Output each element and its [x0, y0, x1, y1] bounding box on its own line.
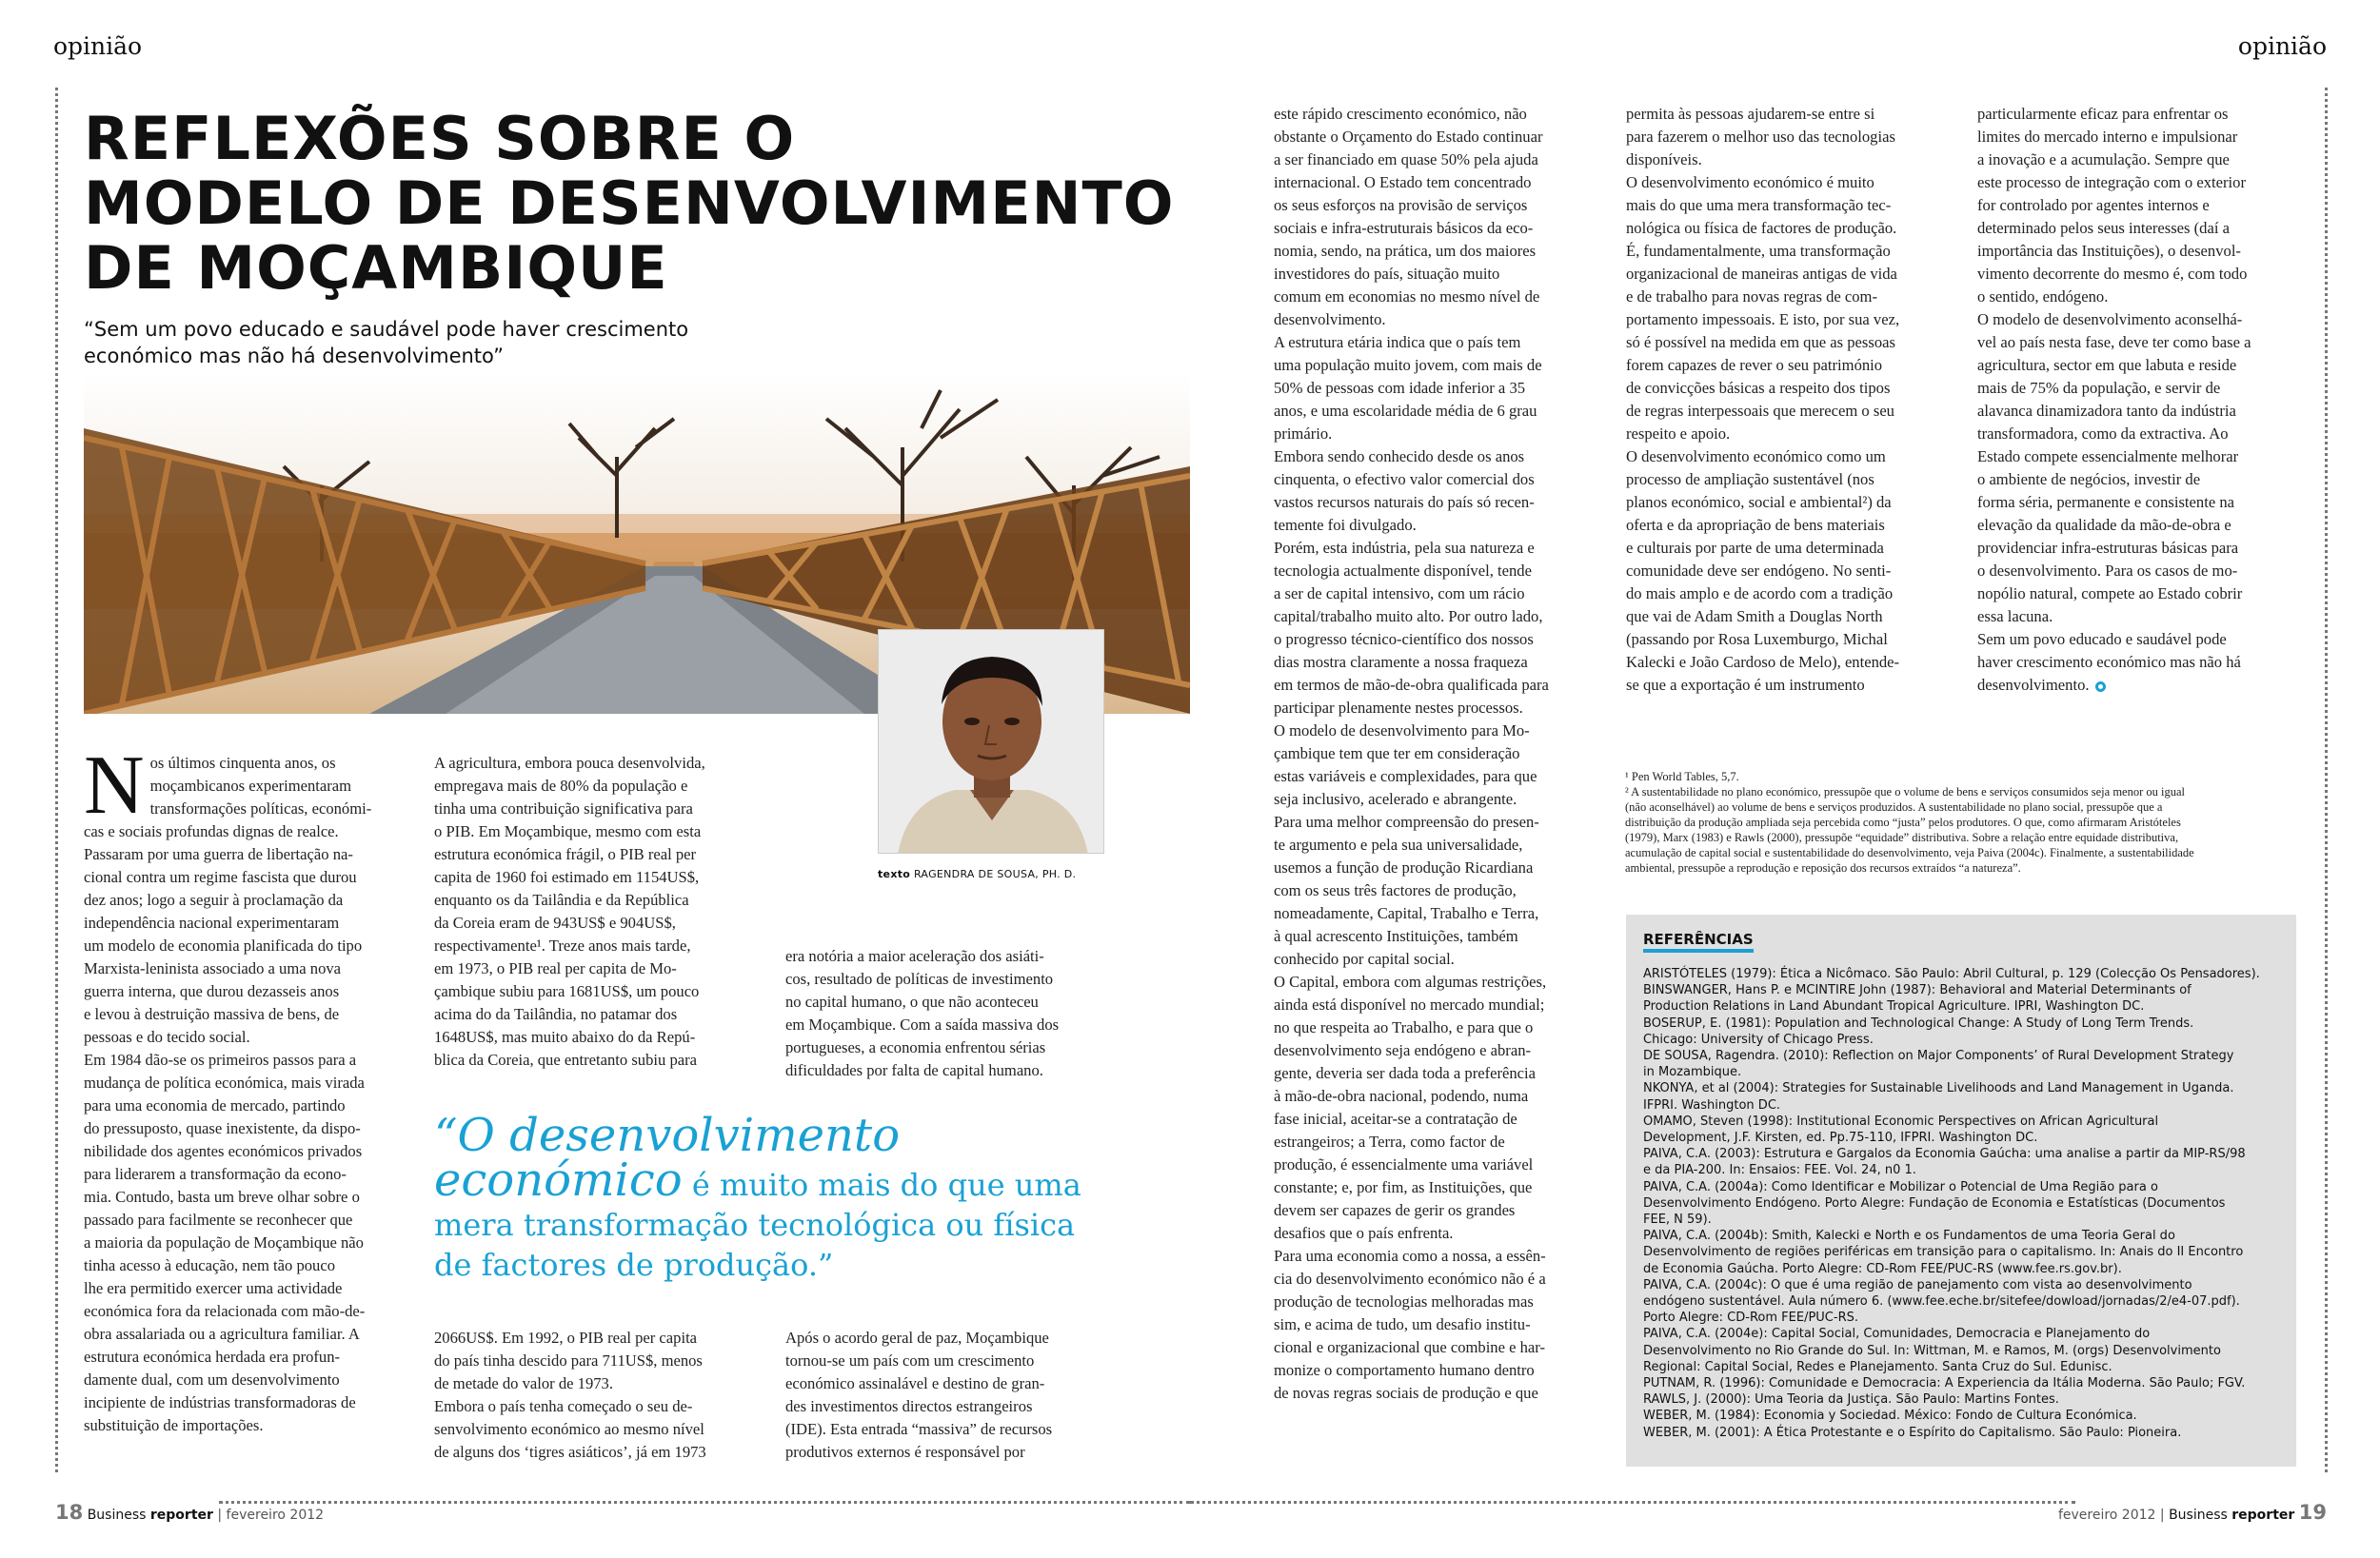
body-line: desenvolvimento.: [1274, 310, 1386, 328]
body-line: portugueses, a economia enfrentou sérias: [785, 1038, 1046, 1056]
reference-line: PUTNAM, R. (1996): Comunidade e Democracia: A Experiencia da Itália Moderna. São Paulo; FGV.: [1643, 1376, 2246, 1391]
body-line: para fazerem o melhor uso das tecnologias: [1626, 128, 1895, 146]
body-line: usemos a função de produção Ricardiana: [1274, 858, 1534, 877]
body-line: de alguns dos ‘tigres asiáticos’, já em 1973: [434, 1443, 706, 1461]
body-line: produtivos externos é responsável por: [785, 1443, 1025, 1461]
body-line: Para uma economia como a nossa, a essên-: [1274, 1247, 1546, 1265]
body-line: sim, e acima de tudo, um desafio institu-: [1274, 1315, 1531, 1333]
body-line: para liderarem a transformação da econo-: [84, 1165, 347, 1183]
article-subtitle: [84, 316, 731, 369]
body-line: Kalecki e João Cardoso de Melo), entende-: [1626, 653, 1900, 671]
body-column-2-top: [434, 752, 758, 1072]
body-line: tecnologia actualmente disponível, tende: [1274, 562, 1532, 580]
body-line: capital/trabalho muito alto. Por outro lado,: [1274, 607, 1543, 625]
body-line: É, fundamentalmente, uma transformação: [1626, 242, 1891, 260]
reference-line: PAIVA, C.A. (2003): Estrutura e Gargalos da Economia Gaúcha: uma analise a partir da MIP-RS/98: [1643, 1147, 2246, 1162]
body-line: vimento decorrente do mesmo é, com todo: [1977, 265, 2248, 283]
body-line: Em 1984 dão-se os primeiros passos para a: [84, 1051, 357, 1069]
body-line: participar plenamente nestes processos.: [1274, 699, 1523, 717]
body-column-2-bottom: [434, 1327, 758, 1464]
body-column-5: [1626, 103, 1950, 697]
body-line: de convicções básicas a respeito dos tipos: [1626, 379, 1891, 397]
body-line: nibilidade dos agentes económicos privados: [84, 1142, 363, 1160]
body-line: Embora sendo conhecido desde os anos: [1274, 447, 1525, 465]
title-line: MODELO DE DESENVOLVIMENTO: [84, 168, 1175, 238]
dotted-rule-left: [55, 88, 58, 1472]
references-title: REFERÊNCIAS: [1643, 931, 1754, 953]
body-line: portamento impessoais. E isto, por sua vez,: [1626, 310, 1900, 328]
title-line: DE MOÇAMBIQUE: [84, 233, 668, 303]
body-line: çambique subiu para 1681US$, um pouco: [434, 982, 700, 1000]
reference-line: IFPRI. Washington DC.: [1643, 1097, 1781, 1113]
body-line: em 1973, o PIB real per capita de Mo-: [434, 959, 677, 977]
body-line: disponíveis.: [1626, 150, 1702, 168]
reference-line: PAIVA, C.A. (2004b): Smith, Kalecki e North e os Fundamentos de uma Teoria Geral do: [1643, 1229, 2175, 1244]
body-line: monize o comportamento humano dentro: [1274, 1361, 1535, 1379]
body-line: de novas regras sociais de produção e que: [1274, 1384, 1538, 1402]
pull-quote-text: é muito mais do que uma mera transformação tecnológica ou física de factores de produção.”: [434, 1167, 1081, 1283]
body-line: senvolvimento económico ao mesmo nível: [434, 1420, 704, 1438]
reference-line: FEE, N 59).: [1643, 1213, 1712, 1228]
body-line: em termos de mão-de-obra qualificada para: [1274, 676, 1549, 694]
body-line: o progresso técnico-científico dos nossos: [1274, 630, 1534, 648]
body-line: nopólio natural, compete ao Estado cobrir: [1977, 584, 2243, 602]
body-line: vel ao país nesta fase, deve ter como base a: [1977, 333, 2251, 351]
body-line: determinado pelos seus interesses (daí a: [1977, 219, 2230, 237]
credit-label: texto: [878, 868, 911, 880]
body-column-3-top: [785, 945, 1109, 1082]
reference-line: OMAMO, Steven (1998): Institutional Economic Perspectives on African Agricultural: [1643, 1114, 2159, 1129]
body-line: O modelo de desenvolvimento para Mo-: [1274, 721, 1530, 740]
author-portrait: [878, 629, 1104, 854]
references-list: [1643, 966, 2279, 1441]
body-line: comunidade deve ser endógeno. No senti-: [1626, 562, 1892, 580]
body-line: mudança de política económica, mais virada: [84, 1074, 365, 1092]
body-line: Após o acordo geral de paz, Moçambique: [785, 1329, 1049, 1347]
body-line: nológica ou física de factores de produção.: [1626, 219, 1897, 237]
body-line: passado para facilmente se reconhecer que: [84, 1211, 353, 1229]
body-line: essa lacuna.: [1977, 607, 2053, 625]
body-line: obra assalariada ou a agricultura familiar. A: [84, 1325, 360, 1343]
reference-line: e da PIA-200. In: Ensaios: FEE. Vol. 24, n0 1.: [1643, 1163, 1916, 1178]
body-line: era notória a maior aceleração dos asiáti-: [785, 947, 1044, 965]
body-line: desenvolvimento seja endógeno e abran-: [1274, 1041, 1532, 1059]
body-line: guerra interna, que durou dezasseis anos: [84, 982, 340, 1000]
body-line: no que respeita ao Trabalho, e para que o: [1274, 1018, 1534, 1036]
reference-line: Chicago: University of Chicago Press.: [1643, 1032, 1874, 1047]
reference-line: ARISTÓTELES (1979): Ética a Nicômaco. São Paulo: Abril Cultural, p. 129 (Colecção Os Pensadores).: [1643, 967, 2260, 981]
body-line: estrutura económica frágil, o PIB real per: [434, 845, 697, 863]
body-line: só é possível na medida em que as pessoas: [1626, 333, 1895, 351]
body-line: elevação da qualidade da mão-de-obra e: [1977, 516, 2231, 534]
body-line: estrutura económica herdada era profun-: [84, 1348, 341, 1366]
body-line: organizacional de maneiras antigas de vida: [1626, 265, 1897, 283]
body-line: desafios que o país enfrenta.: [1274, 1224, 1454, 1242]
reference-line: Porto Alegre: CD-Rom FEE/PUC-RS.: [1643, 1311, 1858, 1326]
body-line: transformações políticas, económi-: [149, 799, 372, 818]
body-line: cional e organizacional que combine e har-: [1274, 1338, 1546, 1356]
body-line: oferta e da apropriação de bens materiais: [1626, 516, 1885, 534]
reference-line: NKONYA, et al (2004): Strategies for Sustainable Livelihoods and Land Management in Uganda.: [1643, 1081, 2234, 1096]
body-line: este rápido crescimento económico, não: [1274, 105, 1527, 123]
dotted-rule-right: [2325, 88, 2328, 1472]
reference-line: BOSERUP, E. (1981): Population and Technological Change: A Study of Long Term Trends.: [1643, 1016, 2194, 1031]
body-line: a inovação e a acumulação. Sempre que: [1977, 150, 2230, 168]
author-credit: [878, 868, 1076, 880]
body-line: A agricultura, embora pouca desenvolvida,: [434, 754, 705, 772]
body-line: estas variáveis e complexidades, para que: [1274, 767, 1537, 785]
body-line: mia. Contudo, basta um breve olhar sobre o: [84, 1188, 360, 1206]
body-line: com os seus três factores de produção,: [1274, 881, 1517, 899]
body-line: O desenvolvimento económico é muito: [1626, 173, 1874, 191]
body-line: investidores do país, situação muito: [1274, 265, 1500, 283]
brand-regular: Business: [87, 1508, 147, 1523]
body-line: lhe era permitido exercer uma actividade: [84, 1279, 343, 1297]
body-line: respectivamente¹. Treze anos mais tarde,: [434, 937, 691, 955]
body-line: (IDE). Esta entrada “massiva” de recursos: [785, 1420, 1053, 1438]
body-line: Passaram por uma guerra de libertação na-: [84, 845, 353, 863]
body-line: O Capital, embora com algumas restrições,: [1274, 973, 1547, 991]
body-line: providenciar infra-estruturas básicas para: [1977, 539, 2239, 557]
title-line: REFLEXÕES SOBRE O: [84, 104, 796, 173]
body-line: à qual acrescento Instituições, também: [1274, 927, 1518, 945]
body-line: o desenvolvimento. Para os casos de mo-: [1977, 562, 2238, 580]
body-line: alavanca dinamizadora tanto da indústria: [1977, 402, 2236, 420]
body-line: sociais e infra-estruturais básicos da eco-: [1274, 219, 1534, 237]
body-line: Marxista-leninista associado a uma nova: [84, 959, 342, 977]
body-column-3-bottom: [785, 1327, 1109, 1464]
body-line: O modelo de desenvolvimento aconselhá-: [1977, 310, 2243, 328]
body-line: de metade do valor de 1973.: [434, 1374, 614, 1392]
body-line: de regras interpessoais que merecem o seu: [1626, 402, 1894, 420]
body-line: cas e sociais profundas dignas de realce.: [84, 822, 339, 840]
body-line: pessoas e do tecido social.: [84, 1028, 250, 1046]
pull-quote-emphasis: “O desenvolvimento económico: [434, 1109, 901, 1207]
body-line: da Coreia eram de 943US$ e 904US$,: [434, 914, 676, 932]
body-line: económico assinalável e destino de gran-: [785, 1374, 1045, 1392]
reference-line: in Mozambique.: [1643, 1065, 1742, 1080]
body-line: a ser de capital intensivo, com um rácio: [1274, 584, 1525, 602]
body-line: devem ser capazes de gerir os grandes: [1274, 1201, 1516, 1219]
footnotes: [1625, 769, 2315, 876]
body-line: A estrutura etária indica que o país tem: [1274, 333, 1521, 351]
body-line: anos, e uma escolaridade média de 6 grau: [1274, 402, 1537, 420]
body-line: ainda está disponível no mercado mundial;: [1274, 996, 1545, 1014]
body-line: dez anos; logo a seguir à proclamação da: [84, 891, 344, 909]
body-line: nomeadamente, Capital, Trabalho e Terra,: [1274, 904, 1539, 922]
body-line: (passando por Rosa Luxemburgo, Michal: [1626, 630, 1888, 648]
body-line: temente foi divulgado.: [1274, 516, 1417, 534]
body-line: cos, resultado de políticas de investimento: [785, 970, 1054, 988]
body-line: que vai de Adam Smith a Douglas North: [1626, 607, 1883, 625]
body-line: dias mostra claramente a nossa fraqueza: [1274, 653, 1528, 671]
issue-date: fevereiro 2012 |: [2057, 1508, 2165, 1523]
reference-line: WEBER, M. (2001): A Ética Protestante e o Espírito do Capitalismo. São Paulo: Pioneira.: [1643, 1425, 2182, 1440]
body-line: do mais amplo e de acordo com a tradição: [1626, 584, 1894, 602]
body-column-6: [1977, 103, 2306, 697]
magazine-brand: [88, 1508, 218, 1523]
credit-author: RAGENDRA DE SOUSA, PH. D.: [913, 868, 1077, 880]
brand-bold: reporter: [2231, 1508, 2295, 1523]
body-line: dificuldades por falta de capital humano.: [785, 1061, 1043, 1079]
reference-line: Development, J.F. Kirsten, ed. Pp.75-110, IFPRI. Washington DC.: [1643, 1131, 2038, 1146]
body-line: blica da Coreia, que entretanto subiu para: [434, 1051, 697, 1069]
body-line: mais de 75% da população, e servir de: [1977, 379, 2221, 397]
reference-line: Regional: Capital Social, Redes e Planejamento. Santa Cruz do Sul. Edunisc.: [1643, 1359, 2112, 1374]
body-line: os últimos cinquenta anos, os: [149, 754, 336, 772]
body-line: do país tinha descido para 711US$, menos: [434, 1351, 703, 1370]
body-line: cia do desenvolvimento económico não é a: [1274, 1270, 1546, 1288]
body-line: o ambiente de negócios, investir de: [1977, 470, 2201, 488]
body-line: comum em economias no mesmo nível de: [1274, 287, 1540, 306]
references-box: [1626, 915, 2296, 1467]
body-line: este processo de integração com o exterior: [1977, 173, 2246, 191]
pull-quote: [434, 1109, 1101, 1285]
issue-date: | fevereiro 2012: [217, 1508, 325, 1523]
reference-line: Desenvolvimento Endógeno. Porto Alegre: Fundação de Economia e Estatísticas (Documentos: [1643, 1195, 2226, 1211]
reference-line: de Economia Gaúcha. Porto Alegre: CD-Rom FEE/PUC-RS (www.fee.rs.gov.br).: [1643, 1261, 2122, 1276]
footnote-line: ² A sustentabilidade no plano económico, pressupõe que o volume de bens e serviços consumidos seja menor ou igual: [1625, 785, 2186, 799]
body-line: nomia, sendo, na prática, um dos maiores: [1274, 242, 1537, 260]
body-line: produção, é essencialmente uma variável: [1274, 1155, 1534, 1173]
body-line: independência nacional experimentaram: [84, 914, 340, 932]
reference-line: PAIVA, C.A. (2004e): Capital Social, Comunidades, Democracia e Planejamento do: [1643, 1327, 2151, 1342]
body-line: acima do da Tailândia, no patamar dos: [434, 1005, 678, 1023]
footnote-line: (1979), Marx (1983) e Rawls (2000), pressupõe “equidade” distributiva. Sobre a relação entre equidade distributiva,: [1625, 831, 2179, 844]
body-line: gente, deveria ser dada toda a preferência: [1274, 1064, 1537, 1082]
body-line: des investimentos directos estrangeiros: [785, 1397, 1033, 1415]
footnote-line: (não aconselhável) ao volume de bens e serviços produzidos. A sustentabilidade no plano social, pressupõe que a: [1625, 800, 2163, 814]
body-line: O desenvolvimento económico como um: [1626, 447, 1886, 465]
body-line: à mão-de-obra nacional, podendo, numa: [1274, 1087, 1529, 1105]
body-line: substituição de importações.: [84, 1416, 264, 1434]
reference-line: PAIVA, C.A. (2004a): Como Identificar e Mobilizar o Potencial de Uma Região para o: [1643, 1179, 2158, 1194]
drop-cap: N: [84, 740, 145, 832]
body-line: [1977, 674, 2306, 697]
body-line: 2066US$. Em 1992, o PIB real per capita: [434, 1329, 698, 1347]
body-line: do pressuposto, quase inexistente, da dispo-: [84, 1119, 361, 1137]
page-number: 19: [2298, 1501, 2327, 1524]
footer-right: [2058, 1501, 2327, 1524]
body-line: e levou à destruição massiva de bens, de: [84, 1005, 340, 1023]
body-line: Porém, esta indústria, pela sua natureza e: [1274, 539, 1535, 557]
body-line: cional contra um regime fascista que durou: [84, 868, 357, 886]
body-line: tinha uma contribuição significativa para: [434, 799, 693, 818]
body-line: Estado compete essencialmente melhorar: [1977, 447, 2239, 465]
body-line: particularmente eficaz para enfrentar os: [1977, 105, 2229, 123]
body-line: fase inicial, aceitar-se a contratação de: [1274, 1110, 1517, 1128]
body-line: haver crescimento económico mas não há: [1977, 653, 2241, 671]
body-line: tinha acesso à educação, nem tão pouco: [84, 1256, 336, 1274]
body-line: forma séria, permanente e consistente na: [1977, 493, 2234, 511]
body-line: os seus esforços na provisão de serviços: [1274, 196, 1528, 214]
body-line: 1648US$, mas muito abaixo do da Repú-: [434, 1028, 696, 1046]
body-line: damente dual, com um desenvolvimento: [84, 1371, 340, 1389]
body-line-text: desenvolvimento.: [1977, 676, 2090, 694]
magazine-brand: [2169, 1508, 2299, 1523]
body-line: a ser financiado em quase 50% pela ajuda: [1274, 150, 1538, 168]
body-line: seja inclusivo, acelerado e abrangente.: [1274, 790, 1517, 808]
footer-left: [55, 1501, 324, 1524]
section-label-right: opinião: [2237, 32, 2327, 60]
page-right: [1190, 0, 2380, 1558]
body-line: empregava mais de 80% da população e: [434, 777, 688, 795]
body-line: Embora o país tenha começado o seu de-: [434, 1397, 693, 1415]
dotted-rule-bottom-left: [219, 1501, 1190, 1504]
body-line: constante; e, por fim, as Instituições, que: [1274, 1178, 1533, 1196]
reference-line: PAIVA, C.A. (2004c): O que é uma região de panejamento com vista ao desenvolvimento: [1643, 1277, 2192, 1292]
body-line: e de trabalho para novas regras de com-: [1626, 287, 1877, 306]
body-line: um modelo de economia planificada do tipo: [84, 937, 363, 955]
body-line: económica fora da relacionada com mão-de-: [84, 1302, 366, 1320]
body-line: estrangeiros; a Terra, como factor de: [1274, 1133, 1505, 1151]
body-line: mais do que uma mera transformação tec-: [1626, 196, 1892, 214]
body-line: o sentido, endógeno.: [1977, 287, 2109, 306]
subtitle-line: “Sem um povo educado e saudável pode haver crescimento: [84, 318, 689, 341]
brand-bold: reporter: [149, 1508, 213, 1523]
body-line: respeito e apoio.: [1626, 424, 1731, 443]
page-number: 18: [55, 1501, 84, 1524]
body-line: te argumento e pela sua universalidade,: [1274, 836, 1523, 854]
body-line: uma população muito jovem, com mais de: [1274, 356, 1542, 374]
reference-line: RAWLS, J. (2000): Uma Teoria da Justiça. São Paulo: Martins Fontes.: [1643, 1392, 2059, 1408]
body-line: planos económico, social e ambiental²) da: [1626, 493, 1892, 511]
body-line: a maioria da população de Moçambique não: [84, 1233, 364, 1252]
article-title: [84, 104, 1179, 303]
section-label-left: opinião: [53, 32, 143, 60]
body-line: moçambicanos experimentaram: [149, 777, 352, 795]
reference-line: WEBER, M. (1984): Economia y Sociedad. México: Fondo de Cultura Económica.: [1643, 1409, 2137, 1424]
body-line: forem capazes de rever o seu património: [1626, 356, 1883, 374]
body-line: transformadora, como da extractiva. Ao: [1977, 424, 2229, 443]
body-line: enquanto os da Tailândia e da República: [434, 891, 689, 909]
brand-regular: Business: [2169, 1508, 2228, 1523]
body-line: permita às pessoas ajudarem-se entre si: [1626, 105, 1875, 123]
body-line: importância das Instituições), o desenvol-: [1977, 242, 2241, 260]
body-line: limites do mercado interno e impulsionar: [1977, 128, 2238, 146]
body-line: vastos recursos naturais do país só recen-: [1274, 493, 1535, 511]
body-line: e culturais por parte de uma determinada: [1626, 539, 1884, 557]
article-end-icon: [2095, 681, 2106, 692]
body-line: internacional. O Estado tem concentrado: [1274, 173, 1532, 191]
reference-line: endógeno sustentável. Aula número 6. (www.fee.eche.br/sitefee/dowload/jornadas/2/e4-07.pdf).: [1643, 1294, 2240, 1310]
body-line: Para uma melhor compreensão do presen-: [1274, 813, 1539, 831]
body-line: agricultura, sector em que labuta e reside: [1977, 356, 2237, 374]
body-line: primário.: [1274, 424, 1333, 443]
reference-line: Production Relations in Land Abundant Tropical Agriculture. IPRI, Washington DC.: [1643, 999, 2145, 1015]
body-line: em Moçambique. Com a saída massiva dos: [785, 1016, 1060, 1034]
body-column-4: [1274, 103, 1597, 1405]
body-line: capita de 1960 foi estimado em 1154US$,: [434, 868, 700, 886]
footnote-line: acumulação de capital social e sustentabilidade do desenvolvimento, veja Paiva (2004c). Finalmente, a sustentabilidade: [1625, 846, 2194, 859]
reference-line: Desenvolvimento no Rio Grande do Sul. In: Wittman, M. e Ramos, M. (orgs) Desenvolvimento: [1643, 1343, 2221, 1358]
body-line: çambique tem que ter em consideração: [1274, 744, 1520, 762]
body-line: no capital humano, o que não aconteceu: [785, 993, 1039, 1011]
footnote-line: ambiental, pressupõe a reprodução e reposição dos recursos extraídos “a natureza”.: [1625, 861, 2021, 875]
body-column-1: [84, 740, 403, 1437]
footnote-line: ¹ Pen World Tables, 5,7.: [1625, 770, 1739, 783]
subtitle-line: económico mas não há desenvolvimento”: [84, 345, 505, 367]
reference-line: DE SOUSA, Ragendra. (2010): Reflection on Major Components’ of Rural Development Strategy: [1643, 1049, 2234, 1064]
body-line: se que a exportação é um instrumento: [1626, 676, 1865, 694]
reference-line: BINSWANGER, Hans P. e MCINTIRE John (1987): Behavioral and Material Determinants of: [1643, 983, 2192, 998]
body-line: cinquenta, o efectivo valor comercial dos: [1274, 470, 1535, 488]
body-line: for controlado por agentes internos e: [1977, 196, 2210, 214]
footnote-line: distribuição da produção ampliada seja percebida como “justa” pelos produtores. O que, como afirmaram Aristóteles: [1625, 816, 2181, 829]
body-line: tornou-se um país com um crescimento: [785, 1351, 1035, 1370]
body-line: produção de tecnologias melhoradas mas: [1274, 1292, 1534, 1311]
body-line: 50% de pessoas com idade inferior a 35: [1274, 379, 1526, 397]
body-line: conhecido por capital social.: [1274, 950, 1455, 968]
dotted-rule-bottom-right: [1190, 1501, 2075, 1504]
body-line: incipiente de indústrias transformadoras de: [84, 1393, 356, 1411]
body-line: obstante o Orçamento do Estado continuar: [1274, 128, 1543, 146]
reference-line: Desenvolvimento de regiões periféricas em transição para o capitalismo. In: Anais do II Encontro: [1643, 1245, 2244, 1260]
body-line: para uma economia de mercado, partindo: [84, 1096, 346, 1114]
body-line: o PIB. Em Moçambique, mesmo com esta: [434, 822, 702, 840]
body-line: Sem um povo educado e saudável pode: [1977, 630, 2227, 648]
body-line: processo de ampliação sustentável (nos: [1626, 470, 1874, 488]
